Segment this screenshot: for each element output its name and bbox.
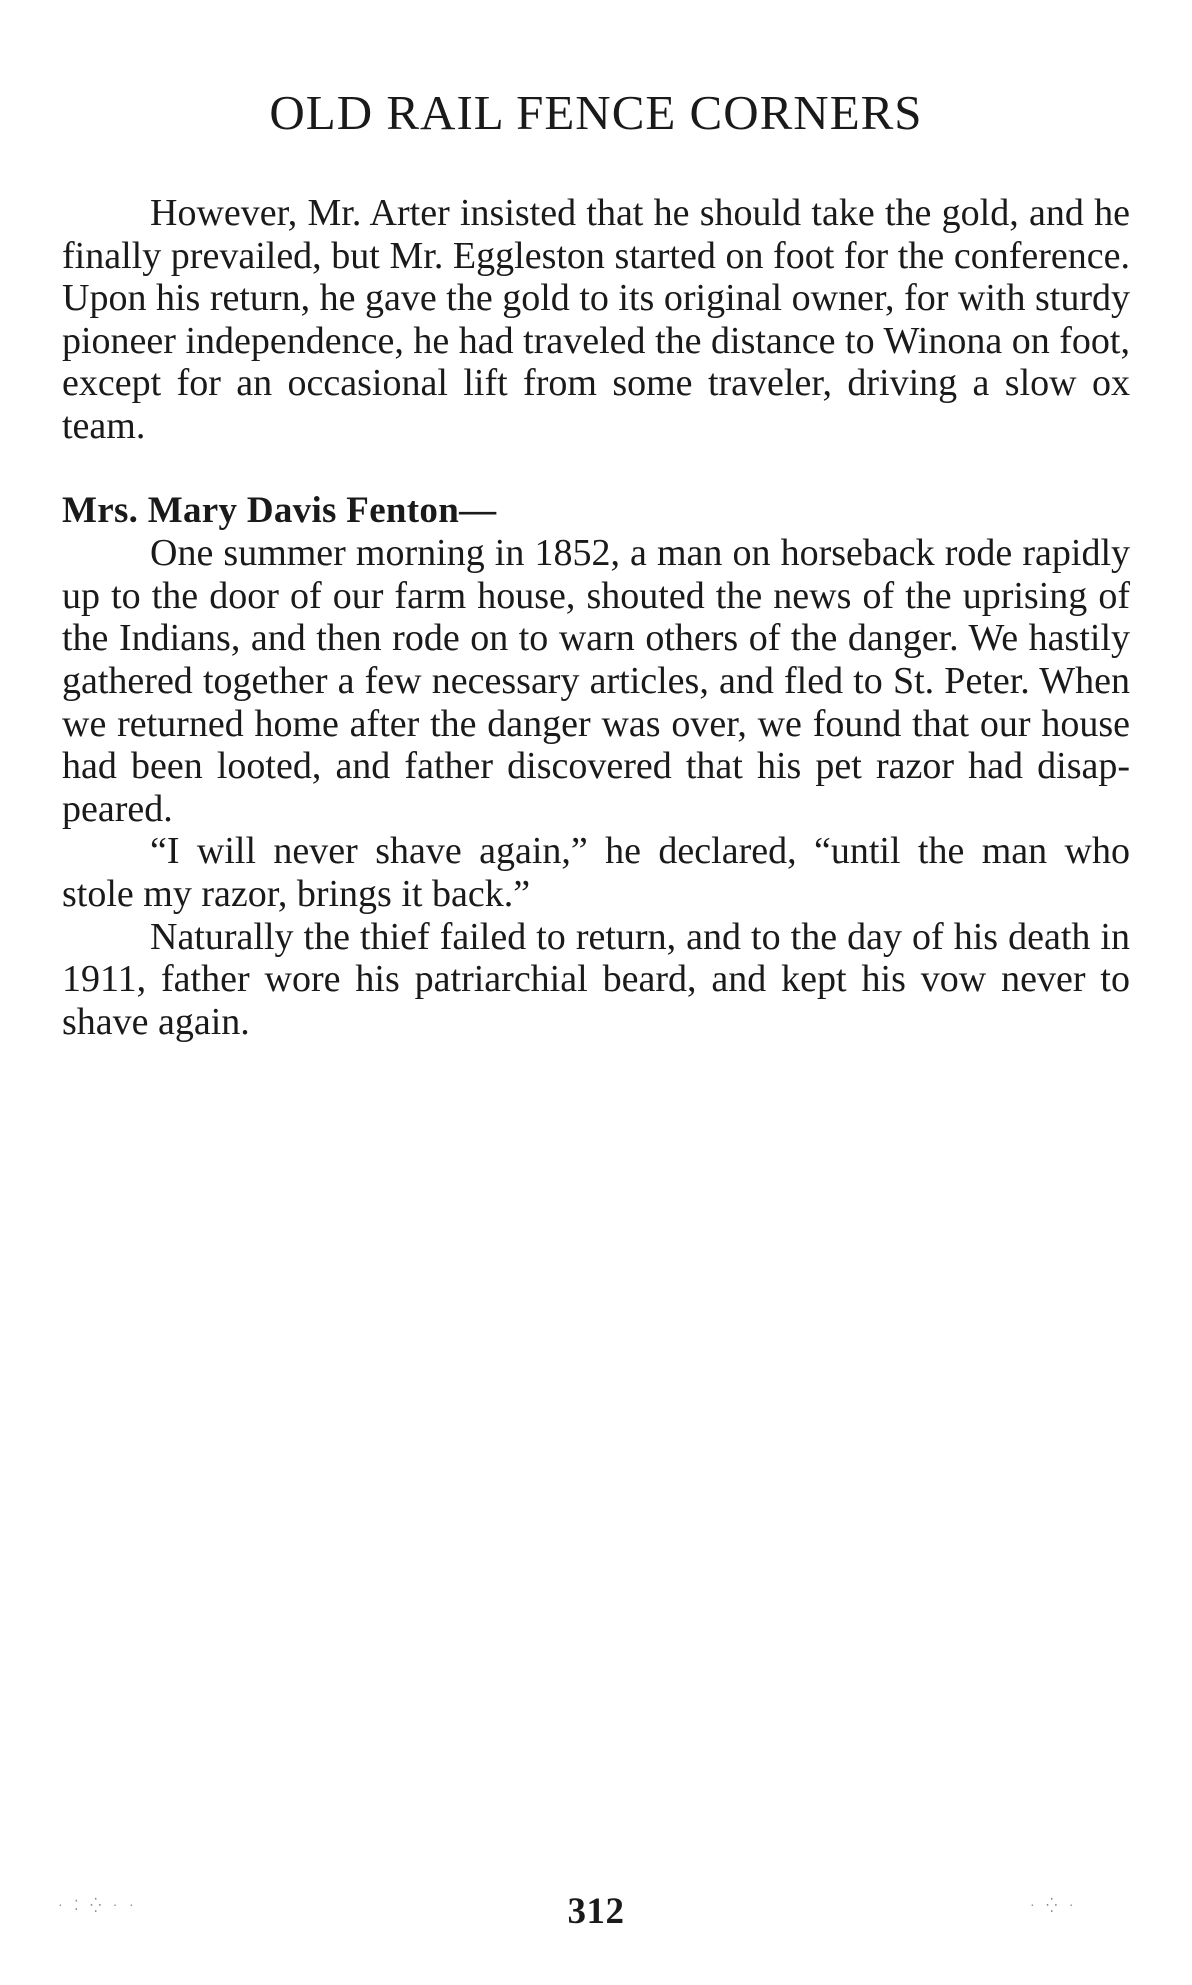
paragraph-3: “I will never shave again,” he declared, “until the man who stole my razor, brings it back.” [62,830,1130,915]
page-number: 312 [567,1891,625,1932]
scan-noise-right: · ⁛ · [1030,1899,1078,1914]
paragraph-1: However, Mr. Arter insisted that he should take the gold, and he finally prevailed, but Mr. Eggleston started on foot for the conference. Upon his return, he gave the gold to its original owner, for with sturdy pioneer independence, he had traveled the distance to Winona on foot, except for an occasional lift from some traveler, driving a slow ox team. [62,192,1130,447]
paragraph-4: Naturally the thief failed to return, and to the day of his death in 1911, father wore his patriarchial beard, and kept his vow never to shave again. [62,915,1130,1043]
body-text [62,192,1130,1043]
section-gap [62,448,1130,490]
running-head: OLD RAIL FENCE CORNERS [269,85,923,140]
speaker-heading: Mrs. Mary Davis Fenton— [62,489,497,531]
scan-noise-left: · ⁚ ⁛ · · [58,1899,138,1914]
paragraph-2: One summer morning in 1852, a man on horseback rode rapidly up to the door of our farm house, shouted the news of the uprising of the Indians, and then rode on to warn others of the danger. We hastily gathered together a few necessary articles, and fled to St. Peter. When we returned home after the danger was over, we found that our house had been looted, and father discovered that his pet razor had disappeared. [62,532,1130,830]
